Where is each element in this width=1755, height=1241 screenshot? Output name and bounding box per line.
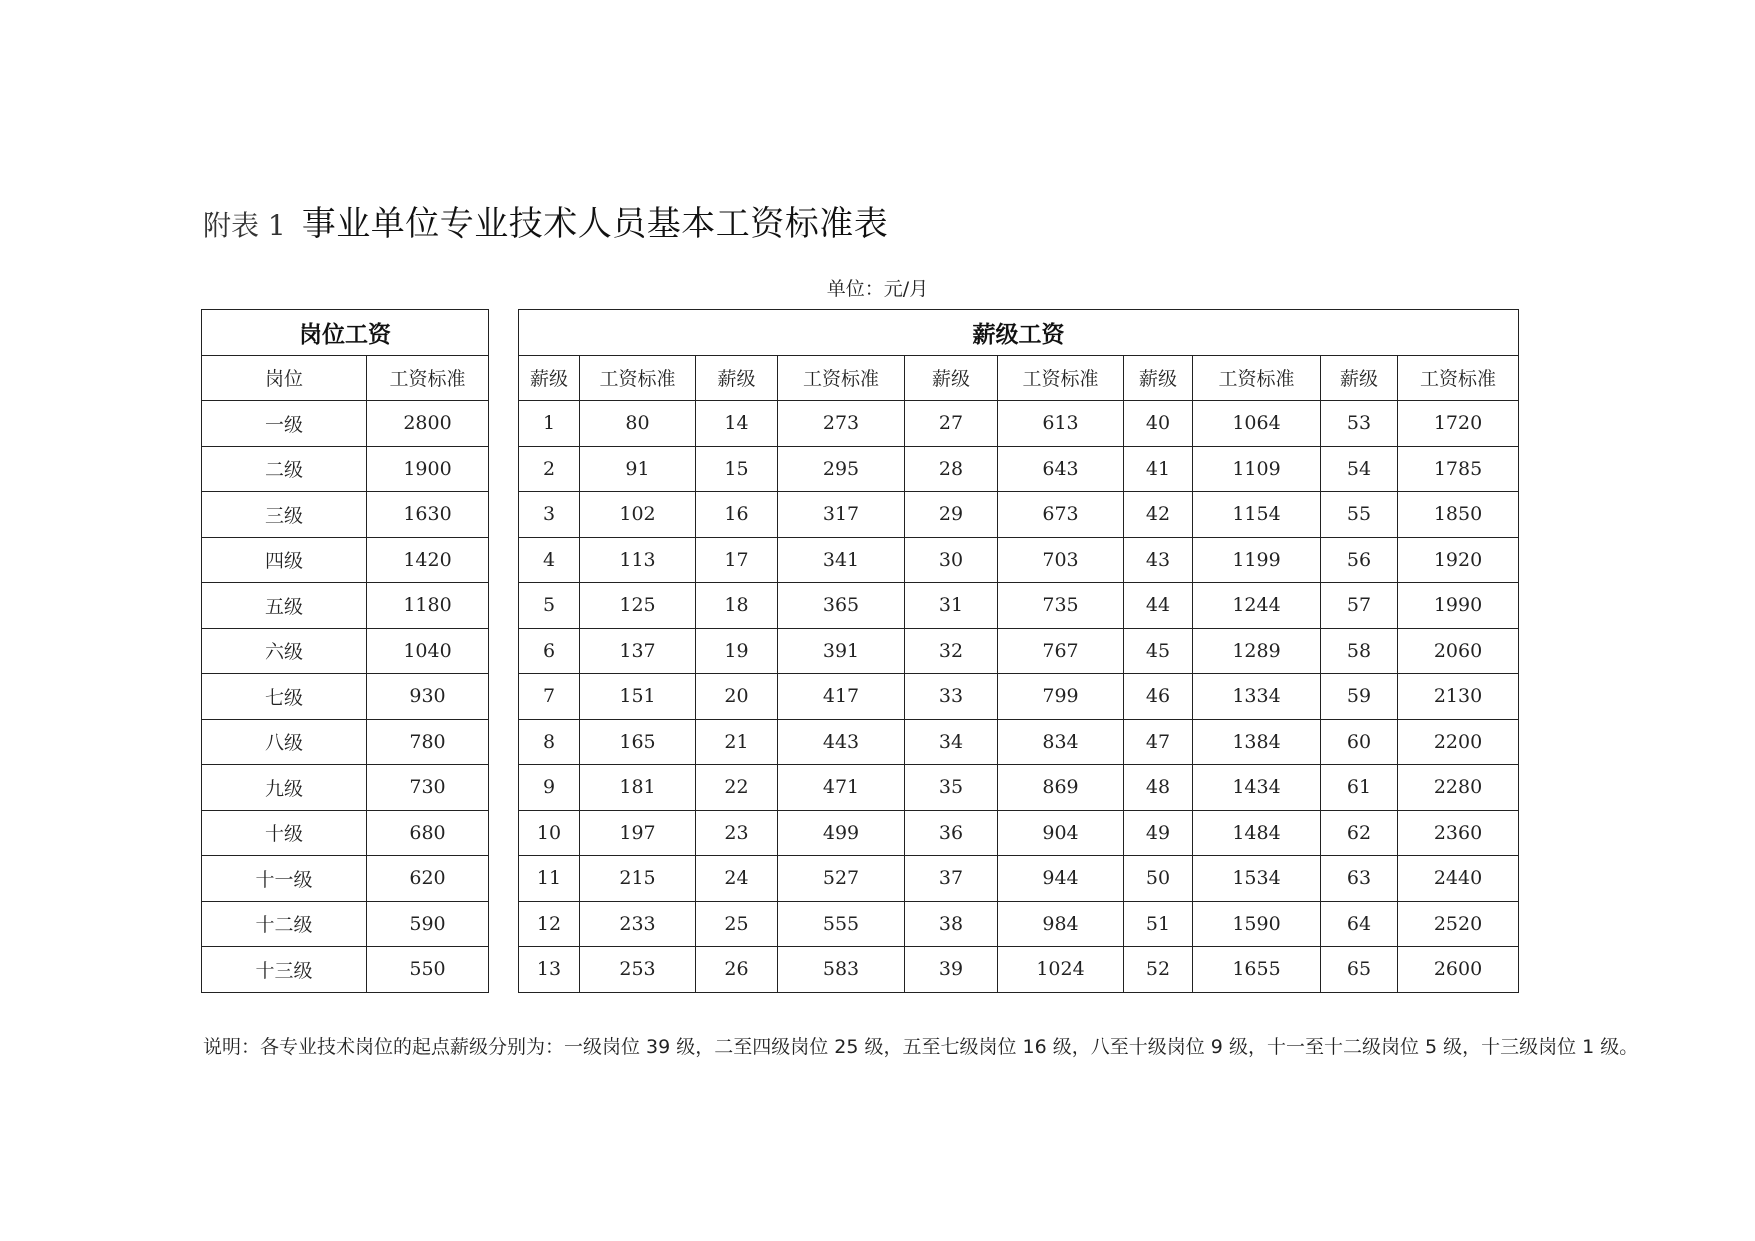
post-wage-cell: 550 <box>367 947 489 993</box>
salary-grade-column-header: 工资标准 <box>778 355 905 401</box>
salary-grade-cell: 904 <box>998 810 1124 856</box>
salary-grade-cell: 53 <box>1321 401 1398 447</box>
salary-grade-cell: 12 <box>519 901 580 947</box>
document-title <box>203 196 889 244</box>
salary-grade-cell: 47 <box>1124 719 1193 765</box>
post-wage-cell: 八级 <box>202 719 367 765</box>
salary-grade-cell: 1199 <box>1193 537 1321 583</box>
post-wage-cell: 1040 <box>367 628 489 674</box>
post-wage-cell: 2800 <box>367 401 489 447</box>
salary-grade-cell: 295 <box>778 446 905 492</box>
salary-grade-cell: 125 <box>580 583 696 629</box>
post-wage-column-header: 工资标准 <box>367 355 489 401</box>
salary-grade-cell: 233 <box>580 901 696 947</box>
salary-grade-cell: 48 <box>1124 765 1193 811</box>
salary-grade-cell: 62 <box>1321 810 1398 856</box>
salary-grade-cell: 46 <box>1124 674 1193 720</box>
salary-grade-cell: 1655 <box>1193 947 1321 993</box>
salary-grade-cell: 1850 <box>1398 492 1519 538</box>
post-wage-cell: 二级 <box>202 446 367 492</box>
salary-grade-cell: 1154 <box>1193 492 1321 538</box>
salary-grade-cell: 7 <box>519 674 580 720</box>
salary-grade-cell: 1289 <box>1193 628 1321 674</box>
post-wage-cell: 三级 <box>202 492 367 538</box>
salary-grade-column-header: 工资标准 <box>998 355 1124 401</box>
table-row <box>519 901 1519 947</box>
salary-grade-cell: 735 <box>998 583 1124 629</box>
salary-grade-cell: 56 <box>1321 537 1398 583</box>
salary-grade-cell: 799 <box>998 674 1124 720</box>
salary-grade-cell: 55 <box>1321 492 1398 538</box>
post-wage-cell: 六级 <box>202 628 367 674</box>
post-wage-column-header: 岗位 <box>202 355 367 401</box>
appendix-label: 附表 1 <box>203 209 286 242</box>
salary-grade-cell: 19 <box>696 628 778 674</box>
salary-grade-cell: 14 <box>696 401 778 447</box>
salary-grade-cell: 391 <box>778 628 905 674</box>
footnote: 说明：各专业技术岗位的起点薪级分别为：一级岗位 39 级，二至四级岗位 25 级，五至七级岗位 16 级，八至十级岗位 9 级，十一至十二级岗位 5 级，十三级岗位 1 级。 <box>203 1036 1639 1058</box>
salary-grade-cell: 40 <box>1124 401 1193 447</box>
salary-grade-cell: 1 <box>519 401 580 447</box>
salary-grade-cell: 1384 <box>1193 719 1321 765</box>
salary-grade-cell: 1785 <box>1398 446 1519 492</box>
salary-grade-cell: 1334 <box>1193 674 1321 720</box>
salary-grade-column-header: 薪级 <box>1321 355 1398 401</box>
salary-grade-cell: 41 <box>1124 446 1193 492</box>
salary-grade-cell: 20 <box>696 674 778 720</box>
salary-grade-cell: 767 <box>998 628 1124 674</box>
salary-grade-cell: 29 <box>905 492 998 538</box>
post-wage-cell: 1420 <box>367 537 489 583</box>
post-wage-cell: 十级 <box>202 810 367 856</box>
salary-grade-cell: 613 <box>998 401 1124 447</box>
post-wage-cell: 1180 <box>367 583 489 629</box>
salary-grade-column-header: 工资标准 <box>1193 355 1321 401</box>
salary-grade-cell: 32 <box>905 628 998 674</box>
salary-grade-cell: 65 <box>1321 947 1398 993</box>
post-wage-table <box>201 309 489 993</box>
salary-grade-cell: 443 <box>778 719 905 765</box>
salary-grade-cell: 1244 <box>1193 583 1321 629</box>
table-row <box>202 674 489 720</box>
salary-grade-cell: 869 <box>998 765 1124 811</box>
salary-grade-cell: 36 <box>905 810 998 856</box>
salary-grade-cell: 643 <box>998 446 1124 492</box>
salary-grade-cell: 80 <box>580 401 696 447</box>
salary-grade-cell: 984 <box>998 901 1124 947</box>
post-wage-column-headers <box>202 355 489 401</box>
salary-grade-cell: 341 <box>778 537 905 583</box>
salary-grade-cell: 2060 <box>1398 628 1519 674</box>
salary-grade-cell: 13 <box>519 947 580 993</box>
post-wage-cell: 680 <box>367 810 489 856</box>
salary-grade-cell: 253 <box>580 947 696 993</box>
salary-grade-cell: 52 <box>1124 947 1193 993</box>
salary-grade-cell: 1024 <box>998 947 1124 993</box>
salary-grade-cell: 165 <box>580 719 696 765</box>
salary-grade-cell: 137 <box>580 628 696 674</box>
salary-grade-cell: 113 <box>580 537 696 583</box>
post-wage-cell: 十三级 <box>202 947 367 993</box>
salary-grade-cell: 21 <box>696 719 778 765</box>
salary-grade-cell: 471 <box>778 765 905 811</box>
salary-grade-cell: 499 <box>778 810 905 856</box>
table-row <box>519 765 1519 811</box>
salary-grade-cell: 25 <box>696 901 778 947</box>
salary-grade-cell: 703 <box>998 537 1124 583</box>
salary-grade-cell: 6 <box>519 628 580 674</box>
post-wage-cell: 590 <box>367 901 489 947</box>
table-row <box>202 856 489 902</box>
post-wage-cell: 四级 <box>202 537 367 583</box>
table-row <box>202 401 489 447</box>
salary-grade-cell: 2130 <box>1398 674 1519 720</box>
table-row <box>519 856 1519 902</box>
table-row <box>202 446 489 492</box>
table-row <box>519 446 1519 492</box>
salary-grade-cell: 834 <box>998 719 1124 765</box>
salary-grade-cell: 59 <box>1321 674 1398 720</box>
salary-grade-cell: 60 <box>1321 719 1398 765</box>
salary-grade-cell: 49 <box>1124 810 1193 856</box>
salary-grade-cell: 61 <box>1321 765 1398 811</box>
post-wage-cell: 九级 <box>202 765 367 811</box>
salary-grade-cell: 17 <box>696 537 778 583</box>
salary-grade-cell: 583 <box>778 947 905 993</box>
salary-grade-cell: 673 <box>998 492 1124 538</box>
salary-grade-cell: 4 <box>519 537 580 583</box>
post-wage-cell: 780 <box>367 719 489 765</box>
salary-grade-cell: 33 <box>905 674 998 720</box>
salary-grade-cell: 1920 <box>1398 537 1519 583</box>
post-wage-cell: 七级 <box>202 674 367 720</box>
post-wage-cell: 十二级 <box>202 901 367 947</box>
table-row <box>519 719 1519 765</box>
post-wage-cell: 1630 <box>367 492 489 538</box>
salary-grade-cell: 18 <box>696 583 778 629</box>
salary-grade-cell: 63 <box>1321 856 1398 902</box>
post-wage-cell: 1900 <box>367 446 489 492</box>
table-row <box>519 947 1519 993</box>
salary-grade-cell: 215 <box>580 856 696 902</box>
salary-grade-cell: 181 <box>580 765 696 811</box>
table-row <box>202 628 489 674</box>
salary-grade-cell: 417 <box>778 674 905 720</box>
salary-grade-cell: 9 <box>519 765 580 811</box>
table-title: 事业单位专业技术人员基本工资标准表 <box>301 204 889 244</box>
table-row <box>202 901 489 947</box>
salary-grade-cell: 38 <box>905 901 998 947</box>
salary-grade-cell: 944 <box>998 856 1124 902</box>
salary-grade-column-header: 薪级 <box>519 355 580 401</box>
salary-grade-cell: 23 <box>696 810 778 856</box>
salary-grade-cell: 57 <box>1321 583 1398 629</box>
salary-grade-cell: 1484 <box>1193 810 1321 856</box>
salary-grade-column-header: 薪级 <box>905 355 998 401</box>
salary-grade-cell: 34 <box>905 719 998 765</box>
salary-grade-cell: 35 <box>905 765 998 811</box>
salary-grade-cell: 2200 <box>1398 719 1519 765</box>
salary-grade-cell: 54 <box>1321 446 1398 492</box>
salary-grade-cell: 317 <box>778 492 905 538</box>
post-wage-body <box>202 401 489 993</box>
salary-grade-cell: 27 <box>905 401 998 447</box>
salary-grade-cell: 1590 <box>1193 901 1321 947</box>
salary-grade-cell: 2440 <box>1398 856 1519 902</box>
post-wage-cell: 620 <box>367 856 489 902</box>
salary-grade-cell: 30 <box>905 537 998 583</box>
salary-grade-cell: 1109 <box>1193 446 1321 492</box>
salary-grade-column-header: 工资标准 <box>1398 355 1519 401</box>
salary-grade-cell: 555 <box>778 901 905 947</box>
post-wage-cell: 930 <box>367 674 489 720</box>
table-row <box>202 947 489 993</box>
salary-grade-cell: 1990 <box>1398 583 1519 629</box>
salary-grade-cell: 50 <box>1124 856 1193 902</box>
salary-grade-cell: 2280 <box>1398 765 1519 811</box>
salary-grade-cell: 1720 <box>1398 401 1519 447</box>
salary-grade-cell: 8 <box>519 719 580 765</box>
post-wage-cell: 十一级 <box>202 856 367 902</box>
table-row <box>202 765 489 811</box>
table-row <box>519 810 1519 856</box>
salary-grade-cell: 45 <box>1124 628 1193 674</box>
salary-grade-cell: 16 <box>696 492 778 538</box>
table-row <box>519 401 1519 447</box>
salary-grade-header: 薪级工资 <box>519 310 1519 356</box>
salary-grade-cell: 5 <box>519 583 580 629</box>
unit-label: 单位：元/月 <box>826 278 929 300</box>
salary-grade-cell: 2 <box>519 446 580 492</box>
salary-grade-cell: 15 <box>696 446 778 492</box>
salary-grade-cell: 22 <box>696 765 778 811</box>
salary-grade-cell: 2600 <box>1398 947 1519 993</box>
salary-grade-cell: 527 <box>778 856 905 902</box>
table-row <box>519 628 1519 674</box>
salary-grade-column-header: 薪级 <box>1124 355 1193 401</box>
salary-grade-cell: 44 <box>1124 583 1193 629</box>
salary-grade-column-headers <box>519 355 1519 401</box>
salary-grade-cell: 102 <box>580 492 696 538</box>
salary-grade-body <box>519 401 1519 993</box>
salary-grade-cell: 91 <box>580 446 696 492</box>
salary-grade-cell: 43 <box>1124 537 1193 583</box>
salary-grade-cell: 31 <box>905 583 998 629</box>
post-wage-header: 岗位工资 <box>202 310 489 356</box>
post-wage-cell: 五级 <box>202 583 367 629</box>
salary-grade-cell: 2520 <box>1398 901 1519 947</box>
table-row <box>202 537 489 583</box>
salary-grade-cell: 197 <box>580 810 696 856</box>
salary-grade-cell: 1064 <box>1193 401 1321 447</box>
salary-grade-cell: 39 <box>905 947 998 993</box>
salary-grade-cell: 1434 <box>1193 765 1321 811</box>
salary-grade-cell: 11 <box>519 856 580 902</box>
salary-grade-column-header: 薪级 <box>696 355 778 401</box>
salary-grade-cell: 273 <box>778 401 905 447</box>
salary-grade-cell: 365 <box>778 583 905 629</box>
salary-grade-cell: 28 <box>905 446 998 492</box>
salary-grade-cell: 42 <box>1124 492 1193 538</box>
salary-grade-column-header: 工资标准 <box>580 355 696 401</box>
post-wage-cell: 730 <box>367 765 489 811</box>
post-wage-cell: 一级 <box>202 401 367 447</box>
salary-grade-table <box>518 309 1519 993</box>
salary-grade-cell: 151 <box>580 674 696 720</box>
salary-grade-cell: 58 <box>1321 628 1398 674</box>
salary-grade-cell: 24 <box>696 856 778 902</box>
table-row <box>519 583 1519 629</box>
salary-grade-cell: 64 <box>1321 901 1398 947</box>
salary-grade-cell: 37 <box>905 856 998 902</box>
table-row <box>202 492 489 538</box>
table-row <box>202 583 489 629</box>
table-row <box>519 492 1519 538</box>
table-row <box>519 674 1519 720</box>
table-row <box>202 810 489 856</box>
salary-grade-cell: 3 <box>519 492 580 538</box>
salary-grade-cell: 2360 <box>1398 810 1519 856</box>
salary-grade-cell: 51 <box>1124 901 1193 947</box>
table-row <box>519 537 1519 583</box>
table-row <box>202 719 489 765</box>
salary-grade-cell: 26 <box>696 947 778 993</box>
salary-grade-cell: 1534 <box>1193 856 1321 902</box>
salary-grade-cell: 10 <box>519 810 580 856</box>
